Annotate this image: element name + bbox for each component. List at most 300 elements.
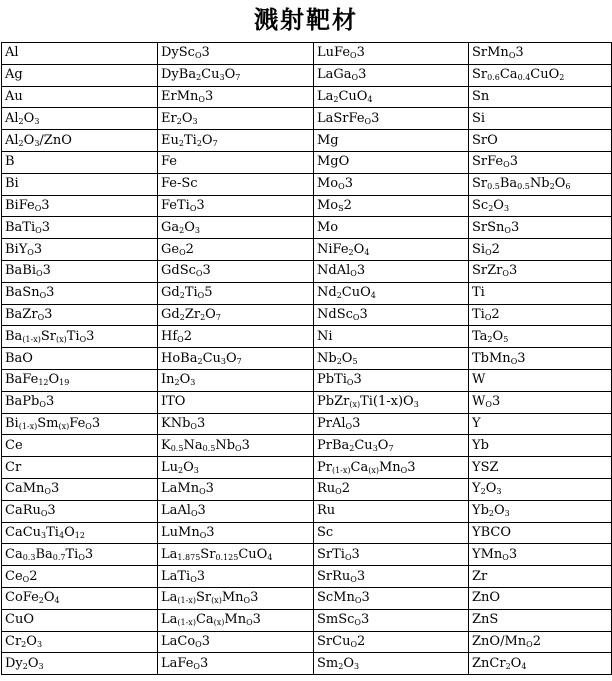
table-cell: [469, 544, 612, 566]
formula-subscript: O: [194, 51, 202, 61]
formula-text: YSZ: [472, 459, 499, 475]
table-cell: [314, 304, 469, 326]
formula-text: Ti(1-x)O: [360, 394, 414, 410]
formula-text: NiFe: [317, 241, 349, 257]
formula-subscript: 1.875: [177, 552, 201, 562]
formula-subscript: 2: [196, 73, 202, 83]
formula-text: 3: [361, 590, 370, 606]
formula-subscript: 2: [336, 356, 342, 366]
formula-text: Mn: [378, 459, 401, 475]
table-cell: [314, 282, 469, 304]
formula-subscript: 0.125: [215, 552, 239, 562]
formula-text: CuO: [238, 546, 268, 562]
formula-text: YBCO: [472, 524, 511, 540]
table-cell: [158, 86, 314, 108]
formula-text: ZnCr: [472, 655, 506, 671]
formula-subscript: O: [338, 182, 345, 192]
table-cell: [158, 609, 314, 631]
formula-subscript: 3: [38, 661, 44, 671]
formula-text: PrBa: [317, 437, 350, 453]
formula-text: CoFe: [5, 590, 39, 606]
formula-text: Yb: [472, 437, 489, 453]
formula-text: HoBa: [161, 350, 198, 366]
formula-text: Lu: [161, 459, 179, 475]
formula-text: In: [161, 372, 175, 388]
formula-text: Si: [472, 110, 486, 126]
formula-text: BaTi: [5, 219, 36, 235]
table-row: [2, 609, 612, 631]
formula-text: O: [26, 633, 37, 649]
formula-subscript: 12: [74, 530, 85, 540]
table-row: [2, 522, 612, 544]
formula-subscript: 2: [18, 116, 24, 126]
formula-text: 3: [407, 459, 416, 475]
formula-subscript: O: [193, 661, 200, 671]
formula-subscript: O: [352, 312, 360, 322]
formula-subscript: O: [44, 487, 51, 497]
formula-text: 3: [196, 568, 206, 584]
formula-text: 2: [29, 568, 38, 584]
formula-subscript: 2: [18, 138, 24, 148]
formula-subscript: O: [508, 51, 516, 61]
formula-text: BiFe: [5, 197, 35, 213]
formula-text: PbTi: [317, 372, 347, 388]
formula-subscript: 2: [348, 247, 354, 257]
formula-subscript: 2: [38, 596, 44, 606]
formula-text: SrSn: [472, 219, 505, 235]
formula-text: ScMn: [317, 590, 355, 606]
formula-text: 3: [204, 88, 214, 104]
table-row: [2, 282, 612, 304]
formula-text: Si: [472, 241, 486, 257]
table-row: [2, 500, 612, 522]
formula-text: LaCo: [161, 633, 196, 649]
table-cell: [2, 500, 158, 522]
formula-text: Ga: [161, 219, 180, 235]
table-cell: [2, 348, 158, 370]
table-cell: [158, 413, 314, 435]
target-materials-table: [1, 42, 612, 675]
table-cell: [2, 173, 158, 195]
table-cell: [314, 478, 469, 500]
formula-text: CaCu: [5, 524, 42, 540]
table-cell: [469, 391, 612, 413]
formula-text: Mn: [221, 590, 244, 606]
formula-text: O: [510, 655, 522, 671]
formula-text: 3: [351, 546, 360, 562]
formula-text: Mo: [317, 197, 339, 213]
formula-subscript: (x): [213, 618, 225, 628]
formula-text: O: [485, 481, 497, 497]
formula-text: LuFe: [317, 45, 351, 61]
formula-text: Ti: [184, 285, 198, 301]
formula-text: BaO: [5, 350, 33, 366]
table-cell: [158, 239, 314, 261]
formula-subscript: 2: [338, 661, 344, 671]
formula-text: Fe-Sc: [161, 176, 198, 192]
table-row: [2, 195, 612, 217]
formula-text: BiY: [5, 241, 28, 257]
formula-text: SrCu: [317, 633, 351, 649]
formula-text: SrZr: [472, 263, 503, 279]
table-cell: [469, 566, 612, 588]
formula-text: 3: [46, 285, 55, 301]
formula-text: ZnO: [472, 590, 501, 606]
formula-text: O: [64, 524, 75, 540]
formula-subscript: 3: [34, 116, 40, 126]
table-cell: [314, 260, 469, 282]
formula-text: Cu: [201, 67, 220, 83]
formula-text: 3: [515, 45, 524, 61]
formula-text: 3: [196, 197, 205, 213]
formula-text: YMn: [472, 546, 503, 562]
formula-text: /ZnO: [39, 132, 72, 148]
table-cell: [2, 86, 158, 108]
formula-subscript: (1-x): [177, 596, 196, 606]
formula-subscript: O: [503, 160, 510, 170]
table-cell: [469, 173, 612, 195]
formula-text: O: [48, 372, 60, 388]
table-cell: [469, 260, 612, 282]
formula-text: Mg: [317, 132, 339, 148]
formula-text: Y: [472, 415, 481, 431]
formula-text: 2: [491, 241, 500, 257]
formula-text: Ca: [5, 546, 23, 562]
formula-text: ZnO/Mn: [472, 633, 527, 649]
formula-text: CaRu: [5, 503, 41, 519]
formula-text: 2: [341, 481, 351, 497]
formula-text: Bi: [5, 176, 19, 192]
table-cell: [2, 217, 158, 239]
formula-text: 2: [491, 306, 500, 322]
formula-text: GdSc: [161, 263, 196, 279]
table-cell: [314, 566, 469, 588]
formula-text: BaSn: [5, 285, 40, 301]
table-cell: [158, 369, 314, 391]
formula-subscript: O: [504, 225, 511, 235]
table-cell: [158, 217, 314, 239]
formula-subscript: O: [39, 291, 47, 301]
formula-text: Nb: [215, 437, 236, 453]
formula-subscript: O: [36, 269, 43, 279]
formula-subscript: 3: [219, 73, 225, 83]
formula-text: 3: [199, 655, 209, 671]
formula-text: Sr: [195, 590, 212, 606]
formula-text: BaFe: [5, 372, 39, 388]
formula-text: Cu: [354, 437, 373, 453]
table-cell: [158, 130, 314, 152]
formula-subscript: 3: [220, 356, 226, 366]
formula-text: 3: [42, 263, 51, 279]
formula-text: Ti: [183, 132, 197, 148]
formula-text: Sr: [40, 328, 56, 344]
formula-subscript: 12: [38, 378, 49, 388]
formula-subscript: 3: [503, 203, 510, 213]
table-cell: [469, 239, 612, 261]
formula-subscript: O: [344, 552, 352, 562]
table-cell: [158, 653, 314, 675]
formula-text: Dy: [5, 655, 23, 671]
formula-text: Mo: [317, 176, 339, 192]
formula-text: SrFe: [472, 154, 504, 170]
formula-text: ErMn: [161, 88, 199, 104]
formula-text: Ni: [317, 328, 333, 344]
table-row: [2, 457, 612, 479]
table-cell: [469, 609, 612, 631]
table-row: [2, 239, 612, 261]
formula-subscript: O: [510, 356, 518, 366]
table-row: [2, 64, 612, 86]
formula-text: Sm: [317, 655, 339, 671]
formula-text: Sn: [472, 88, 490, 104]
table-cell: [469, 478, 612, 500]
table-cell: [2, 43, 158, 65]
formula-subscript: O: [179, 247, 186, 257]
formula-subscript: O: [485, 400, 492, 410]
table-cell: [314, 457, 469, 479]
formula-subscript: O: [190, 574, 197, 584]
table-row: [2, 326, 612, 348]
formula-text: Hf: [161, 328, 178, 344]
formula-subscript: O: [350, 574, 357, 584]
table-cell: [469, 217, 612, 239]
table-cell: [314, 195, 469, 217]
formula-text: Sm: [37, 415, 59, 431]
formula-subscript: (1-x): [18, 421, 38, 431]
formula-text: CuO: [5, 612, 34, 628]
formula-text: CuO: [530, 67, 560, 83]
formula-text: Ta: [472, 328, 488, 344]
table-row: [2, 653, 612, 675]
formula-text: 3: [205, 481, 214, 497]
formula-subscript: 3: [504, 509, 510, 519]
formula-subscript: O: [27, 247, 34, 257]
formula-subscript: 3: [41, 530, 47, 540]
formula-text: 3: [371, 110, 380, 126]
formula-subscript: 2: [488, 509, 494, 519]
formula-text: SrO: [472, 132, 498, 148]
formula-subscript: O: [35, 225, 42, 235]
formula-subscript: 4: [370, 291, 376, 301]
formula-text: 3: [84, 546, 94, 562]
formula-text: Ba: [499, 176, 518, 192]
formula-text: SmSc: [317, 612, 355, 628]
formula-subscript: 2: [179, 291, 185, 301]
formula-subscript: 2: [487, 334, 493, 344]
formula-subscript: O: [190, 509, 198, 519]
table-cell: [314, 348, 469, 370]
formula-text: 3: [517, 350, 526, 366]
formula-text: O: [341, 350, 353, 366]
formula-subscript: O: [502, 552, 509, 562]
formula-subscript: O: [364, 116, 372, 126]
formula-text: 3: [509, 154, 518, 170]
formula-text: PrAl: [317, 415, 346, 431]
formula-text: 2: [532, 633, 541, 649]
formula-text: 3: [344, 176, 353, 192]
formula-subscript: (x): [58, 421, 70, 431]
formula-subscript: O: [526, 639, 533, 649]
formula-subscript: (x): [211, 596, 222, 606]
formula-text: Zr: [184, 306, 201, 322]
formula-subscript: O: [198, 94, 205, 104]
table-row: [2, 369, 612, 391]
table-cell: [314, 653, 469, 675]
table-cell: [2, 326, 158, 348]
table-cell: [158, 457, 314, 479]
formula-text: Nb: [529, 176, 550, 192]
table-cell: [2, 609, 158, 631]
table-cell: [314, 217, 469, 239]
table-cell: [2, 544, 158, 566]
table-cell: [2, 130, 158, 152]
table-cell: [158, 478, 314, 500]
table-cell: [158, 108, 314, 130]
formula-text: W: [472, 372, 486, 388]
table-cell: [469, 64, 612, 86]
table-cell: [469, 587, 612, 609]
table-cell: [469, 43, 612, 65]
table-cell: [158, 173, 314, 195]
formula-subscript: O: [484, 312, 492, 322]
formula-text: O: [343, 655, 354, 671]
formula-text: LaSrFe: [317, 110, 365, 126]
formula-text: 3: [360, 612, 370, 628]
table-cell: [469, 326, 612, 348]
formula-text: La: [317, 88, 334, 104]
formula-text: 3: [47, 503, 56, 519]
formula-subscript: (x): [349, 400, 361, 410]
formula-text: 2: [183, 328, 192, 344]
table-row: [2, 173, 612, 195]
formula-text: K: [161, 437, 171, 453]
table-cell: [314, 587, 469, 609]
formula-subscript: 4: [58, 530, 65, 540]
formula-subscript: 19: [59, 378, 70, 388]
formula-text: BaPb: [5, 394, 40, 410]
formula-text: O: [179, 372, 191, 388]
formula-subscript: 2: [549, 182, 555, 192]
formula-text: 3: [353, 372, 362, 388]
formula-text: Ti: [46, 524, 59, 540]
table-cell: [158, 260, 314, 282]
formula-text: LaGa: [317, 67, 352, 83]
formula-subscript: O: [235, 443, 242, 453]
formula-text: 3: [91, 415, 101, 431]
formula-subscript: S: [338, 203, 344, 213]
formula-text: 3: [250, 590, 259, 606]
formula-text: O: [184, 219, 195, 235]
table-cell: [2, 304, 158, 326]
formula-text: DyBa: [161, 67, 197, 83]
formula-subscript: O: [78, 552, 85, 562]
table-cell: [314, 500, 469, 522]
formula-subscript: 7: [215, 312, 221, 322]
table-cell: [158, 151, 314, 173]
table-row: [2, 86, 612, 108]
formula-text: 3: [510, 219, 520, 235]
formula-subscript: 2: [22, 661, 28, 671]
table-cell: [158, 43, 314, 65]
table-cell: [469, 631, 612, 653]
formula-text: Zr: [472, 568, 488, 584]
formula-text: Ru: [317, 481, 336, 497]
formula-text: O: [43, 590, 55, 606]
formula-subscript: O: [335, 487, 342, 497]
formula-text: 3: [241, 437, 250, 453]
table-cell: [469, 86, 612, 108]
formula-text: NdAl: [317, 263, 351, 279]
table-cell: [2, 522, 158, 544]
formula-text: Ca: [350, 459, 369, 475]
table-cell: [2, 478, 158, 500]
formula-subscript: 2: [505, 661, 511, 671]
formula-subscript: 7: [388, 443, 394, 453]
formula-subscript: O: [199, 530, 207, 540]
formula-text: La: [161, 590, 178, 606]
table-cell: [469, 304, 612, 326]
formula-subscript: O: [197, 291, 205, 301]
formula-text: Mo: [317, 219, 339, 235]
formula-text: 2: [343, 197, 352, 213]
formula-text: KNb: [161, 415, 191, 431]
formula-text: 3: [202, 263, 211, 279]
formula-text: O: [492, 328, 504, 344]
formula-text: BaZr: [5, 306, 38, 322]
formula-text: Al: [5, 132, 19, 148]
formula-text: NdSc: [317, 306, 353, 322]
formula-text: 5: [204, 285, 213, 301]
formula-text: Fe: [69, 415, 86, 431]
formula-text: PbZr: [317, 394, 350, 410]
table-row: [2, 435, 612, 457]
formula-text: BaBi: [5, 263, 37, 279]
table-cell: [469, 108, 612, 130]
table-cell: [314, 173, 469, 195]
table-row: [2, 348, 612, 370]
table-cell: [314, 130, 469, 152]
formula-text: O: [23, 132, 35, 148]
formula-text: 3: [45, 394, 55, 410]
formula-text: 3: [201, 45, 210, 61]
table-cell: [314, 43, 469, 65]
formula-subscript: O: [199, 487, 206, 497]
table-row: [2, 108, 612, 130]
table-cell: [314, 413, 469, 435]
formula-subscript: 5: [352, 356, 358, 366]
formula-subscript: 3: [190, 378, 196, 388]
formula-text: 3: [201, 633, 211, 649]
table-cell: [469, 369, 612, 391]
formula-text: Na: [183, 437, 203, 453]
formula-text: La: [161, 546, 178, 562]
formula-text: O: [225, 350, 237, 366]
formula-subscript: 2: [179, 312, 185, 322]
formula-subscript: O: [39, 400, 46, 410]
formula-subscript: 0.5: [170, 443, 184, 453]
formula-text: 3: [86, 328, 95, 344]
formula-text: O: [224, 67, 236, 83]
formula-subscript: O: [354, 596, 362, 606]
formula-text: 3: [356, 568, 366, 584]
formula-subscript: 2: [21, 639, 27, 649]
table-cell: [2, 631, 158, 653]
formula-subscript: O: [354, 618, 361, 628]
formula-text: Cr: [5, 459, 22, 475]
formula-text: Bi: [5, 415, 19, 431]
formula-subscript: O: [345, 421, 353, 431]
formula-text: Gd: [161, 306, 180, 322]
